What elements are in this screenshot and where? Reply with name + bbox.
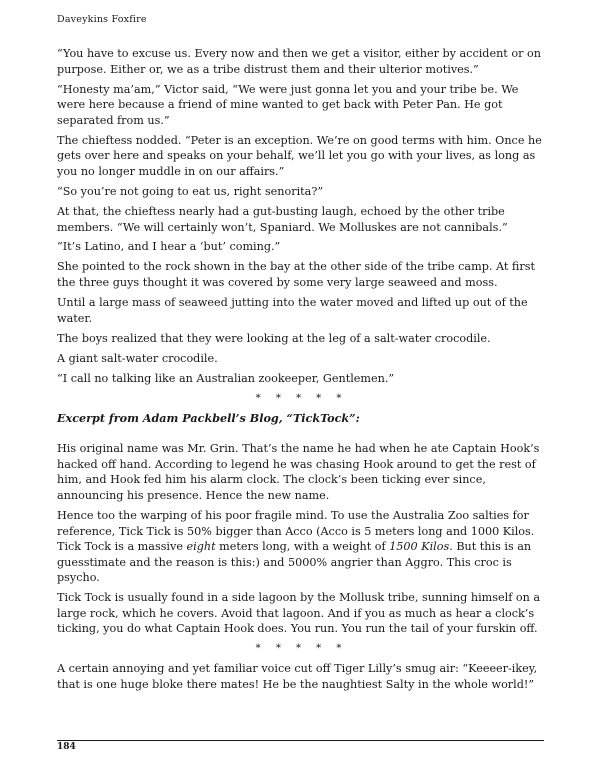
section-separator: * * * * * [255, 643, 348, 655]
paragraph: “So you’re not going to eat us, right senorita?” [57, 184, 324, 198]
emphasis-eight: eight [186, 540, 216, 554]
paragraph: She pointed to the rock shown in the bay at the other side of the tribe camp. At first the three guys thought it was covered by some very large seaweed and moss. [57, 260, 535, 290]
paragraph: “You have to excuse us. Every now and then we get a visitor, either by accident or on purpose. Either or, we as a tribe distrust them and their ulterior motives.” [57, 47, 541, 76]
text-run: Hence too the warping of his poor fragile mind. To use the Australia Zoo salties for reference, Tick Tick is 50% bigger than Acco (Acco is 5 meters long and 1000 Kilos. Tick Tock is a massive [57, 508, 535, 554]
blog-paragraph: Tick Tock is usually found in a side lagoon by the Mollusk tribe, sunning himself on a large rock, which he covers. Avoid that lagoon. And if you as much as hear a clock’s ticking, you do what Captain Hook does. You run. You run the tail of your furskin off. [57, 591, 541, 636]
blog-paragraph [57, 508, 546, 586]
running-head: Daveykins Foxfire [57, 14, 147, 25]
emphasis-weight: 1500 Kilos [389, 540, 450, 554]
paragraph: “I call no talking like an Australian zookeeper, Gentlemen.” [57, 371, 395, 385]
section-separator: * * * * * [255, 392, 348, 404]
paragraph: “Honesty ma’am,” Victor said, “We were just gonna let you and your tribe be. We were here because a friend of mine wanted to get back with Peter Pan. He got separated from us.” [57, 82, 519, 127]
text-run: meters long, with a weight of [215, 540, 390, 554]
blog-heading: Excerpt from Adam Packbell’s Blog, “TickTock”: [57, 410, 360, 425]
paragraph: The boys realized that they were looking at the leg of a salt-water crocodile. [57, 331, 491, 345]
blog-paragraph: His original name was Mr. Grin. That’s the name he had when he ate Captain Hook’s hacked off hand. According to legend he was chasing Hook around to get the rest of him, and Hook fed him his alarm clock. The clock’s been ticking ever since, announcing his presence. Hence the new name. [57, 442, 540, 502]
paragraph: A certain annoying and yet familiar voice cut off Tiger Lilly’s smug air: “Keeeer-ikey, that is one huge bloke there mates! He be the naughtiest Salty in the whole world!” [57, 662, 538, 692]
paragraph: The chieftess nodded. “Peter is an exception. We’re on good terms with him. Once he gets over here and speaks on your behalf, we’ll let you go with your lives, as long as you no longer muddle in on our affairs.” [57, 133, 542, 178]
page-body [57, 46, 546, 697]
paragraph: “It’s Latino, and I hear a ‘but’ coming.” [57, 240, 281, 254]
paragraph: Until a large mass of seaweed jutting into the water moved and lifted up out of the water. [57, 296, 528, 325]
text-run: . But this is an guesstimate and the reason is this:) and 5000% angrier than Aggro. This croc is psycho. [57, 540, 532, 585]
paragraph: At that, the chieftess nearly had a gut-busting laugh, echoed by the other tribe members. “We will certainly won’t, Spaniard. We Molluskes are not cannibals.” [57, 204, 508, 234]
paragraph: A giant salt-water crocodile. [57, 351, 218, 365]
footer-rule [57, 740, 544, 741]
page-number: 184 [57, 742, 76, 752]
